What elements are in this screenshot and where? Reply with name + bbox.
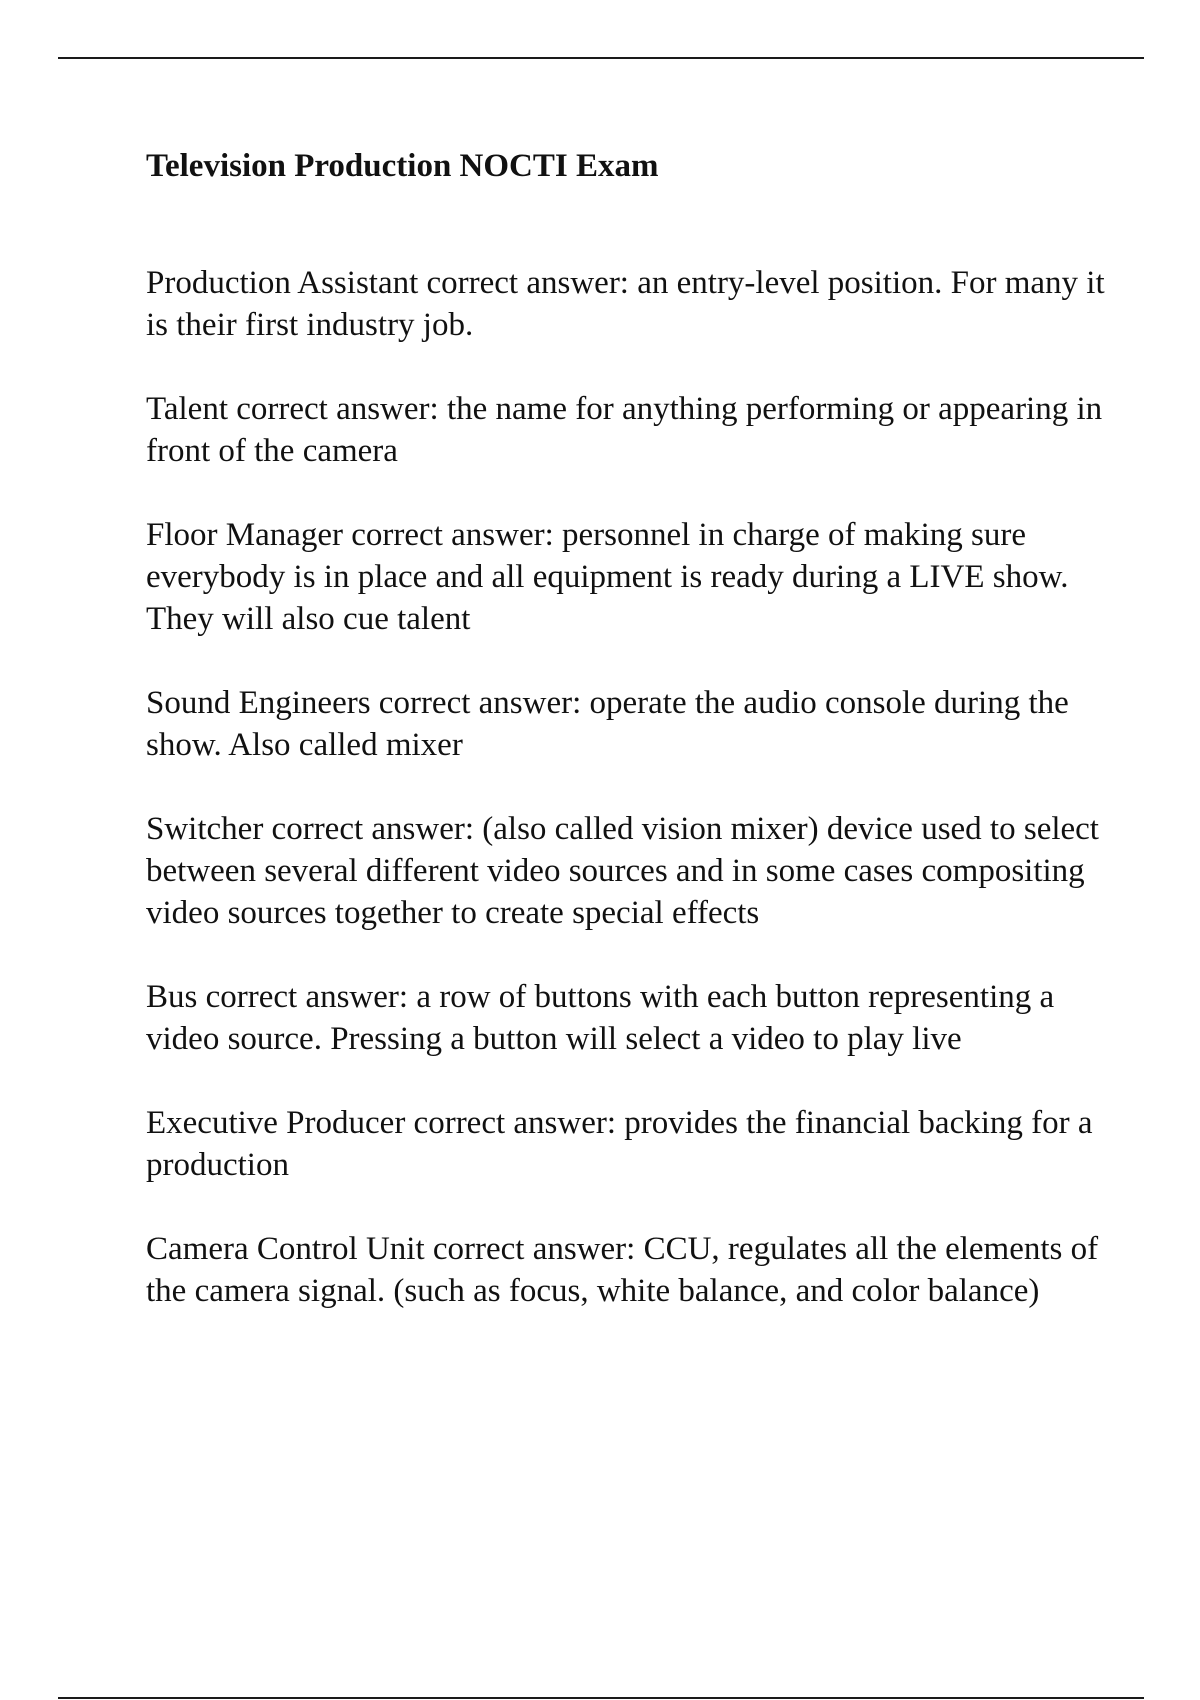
- entry-switcher: Switcher correct answer: (also called vision mixer) device used to select between several different video sources and in some cases compositing video sources together to create special effects: [146, 811, 1099, 931]
- document-title: Television Production NOCTI Exam: [146, 148, 659, 184]
- entry-production-assistant: Production Assistant correct answer: an entry-level position. For many it is their first industry job.: [146, 265, 1105, 343]
- entry-floor-manager: Floor Manager correct answer: personnel in charge of making sure everybody is in place and all equipment is ready during a LIVE show. They will also cue talent: [146, 517, 1069, 637]
- document-body: [146, 146, 1106, 1354]
- footer-rule: [58, 1697, 1144, 1699]
- entry-executive-producer: Executive Producer correct answer: provides the financial backing for a production: [146, 1105, 1093, 1183]
- entry-sound-engineers: Sound Engineers correct answer: operate the audio console during the show. Also called mixer: [146, 685, 1069, 763]
- header-rule: [58, 57, 1144, 59]
- entry-bus: Bus correct answer: a row of buttons with each button representing a video source. Pressing a button will select a video to play live: [146, 979, 1055, 1057]
- entry-talent: Talent correct answer: the name for anything performing or appearing in front of the camera: [146, 391, 1103, 469]
- entry-camera-control-unit: Camera Control Unit correct answer: CCU, regulates all the elements of the camera signal. (such as focus, white balance, and color balance): [146, 1231, 1099, 1309]
